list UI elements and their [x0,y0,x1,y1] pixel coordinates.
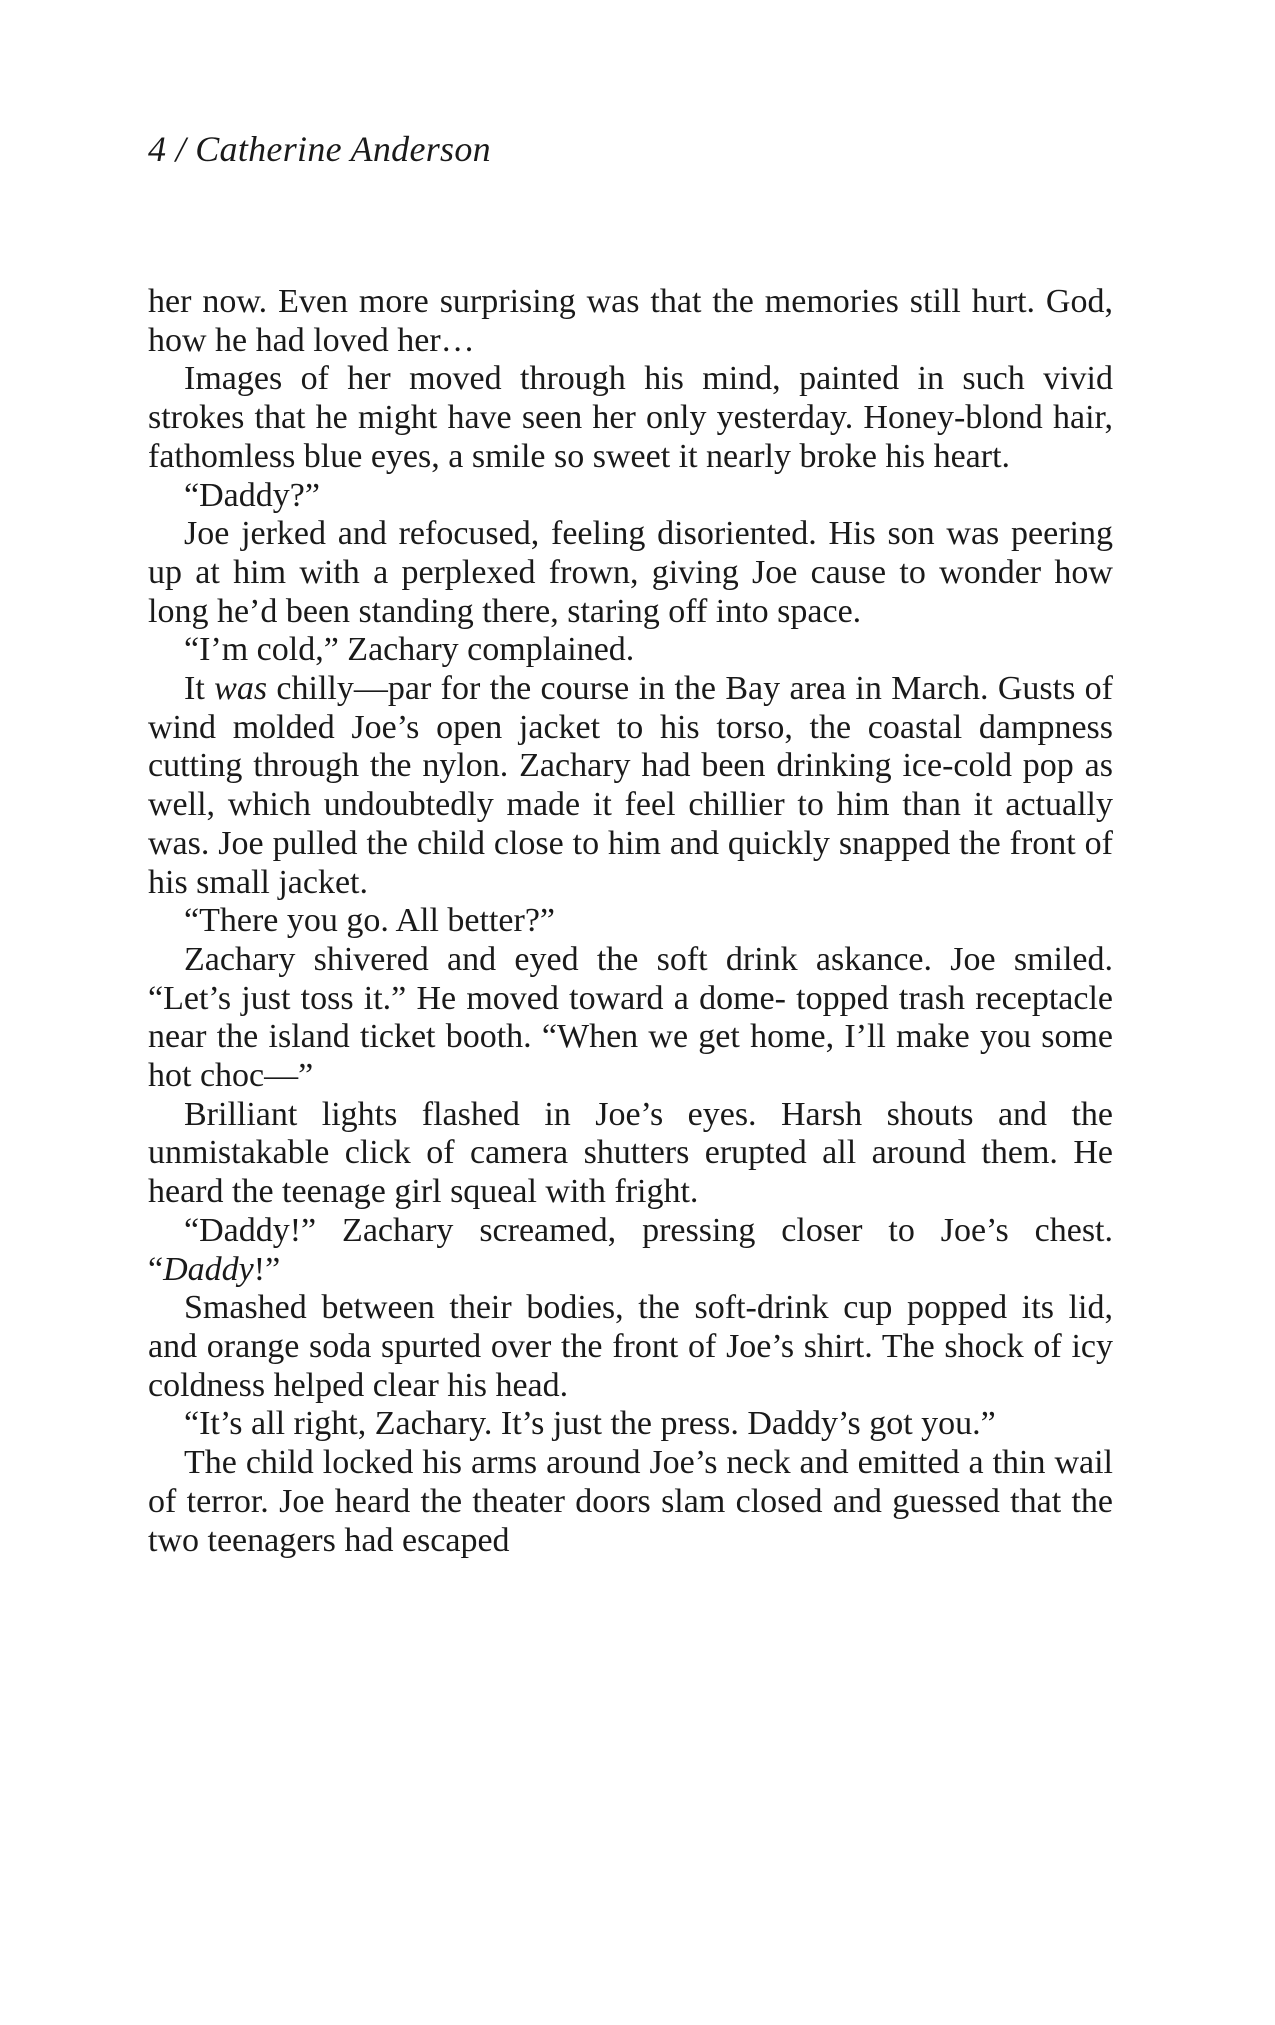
text-segment: her now. Even more surprising was that the memories still hurt. God, how he had loved her… [148,283,1113,359]
text-segment: “Daddy!” Zachary screamed, pressing closer to Joe’s chest. “ [148,1211,1113,1288]
text-segment: !” [253,1250,281,1288]
running-head-author: Catherine Anderson [195,129,491,169]
paragraph [148,1405,1113,1444]
paragraph [148,515,1113,631]
text-segment: chilly—par for the course in the Bay area in March. Gusts of wind molded Joe’s open jacket to his torso, the coastal dampness cutting through the nylon. Zachary had been drinking ice-cold pop as well, which undoubtedly made it feel chillier to him than it actually was. Joe pulled the child close to him and quickly snapped the front of his small jacket. [148,670,1113,901]
paragraph [148,670,1113,902]
running-head [148,128,491,170]
text-segment: The child locked his arms around Joe’s neck and emitted a thin wail of terror. Joe heard the theater doors slam closed and guessed that the two teenagers had escaped [148,1444,1113,1559]
body-text [148,283,1113,1560]
text-segment: “Daddy?” [184,476,320,514]
paragraph [148,360,1113,476]
text-segment: “It’s all right, Zachary. It’s just the press. Daddy’s got you.” [184,1405,996,1443]
italic-text: was [214,670,268,708]
italic-text: Daddy [163,1250,254,1288]
text-segment: It [184,670,215,708]
paragraph [148,631,1113,670]
page-number: 4 [148,129,167,169]
running-head-separator: / [166,129,196,169]
paragraph [148,1444,1113,1560]
paragraph [148,1289,1113,1405]
text-segment: Images of her moved through his mind, painted in such vivid strokes that he might have seen her only yesterday. Honey-blond hair, fathomless blue eyes, a smile so sweet it nearly broke his heart. [148,360,1113,475]
paragraph [148,477,1113,516]
paragraph [148,1212,1113,1289]
text-segment: Joe jerked and refocused, feeling disoriented. His son was peering up at him with a perplexed frown, giving Joe cause to wonder how long he’d been standing there, staring off into space. [148,515,1113,630]
text-segment: Smashed between their bodies, the soft-drink cup popped its lid, and orange soda spurted over the front of Joe’s shirt. The shock of icy coldness helped clear his head. [148,1289,1113,1404]
paragraph [148,941,1113,1096]
text-segment: “I’m cold,” Zachary complained. [184,631,635,669]
paragraph [148,1096,1113,1212]
text-segment: “There you go. All better?” [184,902,556,940]
paragraph [148,902,1113,941]
paragraph [148,283,1113,360]
text-segment: Zachary shivered and eyed the soft drink askance. Joe smiled. “Let’s just toss it.” He moved toward a dome- topped trash receptacle near the island ticket booth. “When we get home, I’ll make you some hot choc—” [148,940,1113,1095]
text-segment: Brilliant lights flashed in Joe’s eyes. Harsh shouts and the unmistakable click of camera shutters erupted all around them. He heard the teenage girl squeal with fright. [148,1095,1113,1211]
